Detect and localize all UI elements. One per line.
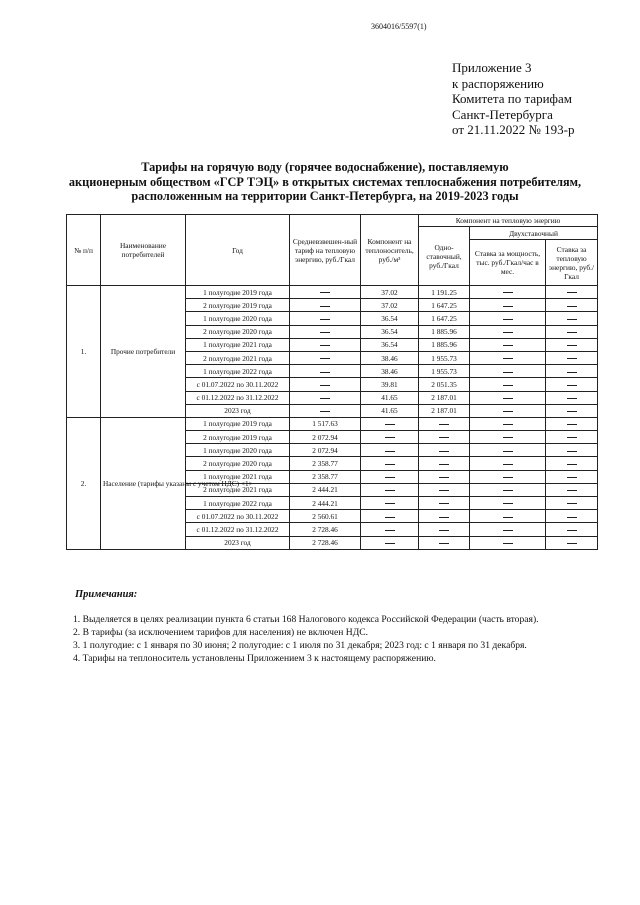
dash-mark: [567, 437, 577, 438]
avg-tariff-cell: 2 358.77: [290, 470, 361, 483]
dash-mark: [503, 517, 513, 518]
table-body: [67, 286, 598, 550]
avg-tariff-cell: 2 072.94: [290, 431, 361, 444]
period-cell: 2 полугодие 2021 года: [186, 351, 290, 364]
capacity-rate-cell: [470, 286, 546, 299]
dash-mark: [503, 345, 513, 346]
dash-mark: [567, 345, 577, 346]
avg-tariff-cell: [290, 286, 361, 299]
dash-mark: [439, 517, 449, 518]
single-rate-cell: [419, 470, 470, 483]
dash-mark: [320, 385, 330, 386]
dash-mark: [439, 530, 449, 531]
dash-mark: [503, 319, 513, 320]
dash-mark: [320, 372, 330, 373]
capacity-rate-cell: [470, 299, 546, 312]
dash-mark: [567, 464, 577, 465]
carrier-cell: [361, 523, 419, 536]
period-cell: 2023 год: [186, 404, 290, 417]
dash-mark: [503, 424, 513, 425]
dash-mark: [567, 332, 577, 333]
energy-rate-cell: [546, 391, 598, 404]
capacity-rate-cell: [470, 351, 546, 364]
dash-mark: [385, 451, 395, 452]
single-rate-cell: [419, 444, 470, 457]
single-rate-cell: 2 187.01: [419, 391, 470, 404]
capacity-rate-cell: [470, 523, 546, 536]
dash-mark: [320, 306, 330, 307]
period-cell: с 01.07.2022 по 30.11.2022: [186, 378, 290, 391]
avg-tariff-cell: 2 444.21: [290, 483, 361, 496]
carrier-cell: 36.54: [361, 312, 419, 325]
period-cell: 2023 год: [186, 536, 290, 549]
capacity-rate-cell: [470, 365, 546, 378]
capacity-rate-cell: [470, 483, 546, 496]
dash-mark: [503, 385, 513, 386]
appendix-block: [452, 60, 575, 138]
dash-mark: [503, 503, 513, 504]
dash-mark: [567, 543, 577, 544]
period-cell: 2 полугодие 2020 года: [186, 457, 290, 470]
capacity-rate-cell: [470, 510, 546, 523]
avg-tariff-cell: 2 728.46: [290, 523, 361, 536]
energy-rate-cell: [546, 338, 598, 351]
dash-mark: [439, 437, 449, 438]
dash-mark: [503, 372, 513, 373]
row-number: 2.: [67, 417, 101, 549]
energy-rate-cell: [546, 286, 598, 299]
energy-rate-cell: [546, 536, 598, 549]
carrier-cell: [361, 483, 419, 496]
period-cell: 1 полугодие 2020 года: [186, 444, 290, 457]
document-number: 3604016/5597(1): [371, 22, 427, 31]
single-rate-cell: 1 885.96: [419, 338, 470, 351]
single-rate-cell: 1 647.25: [419, 299, 470, 312]
single-rate-cell: [419, 510, 470, 523]
avg-tariff-cell: [290, 378, 361, 391]
dash-mark: [567, 292, 577, 293]
dash-mark: [503, 358, 513, 359]
dash-mark: [320, 332, 330, 333]
dash-mark: [320, 319, 330, 320]
avg-tariff-cell: 1 517.63: [290, 417, 361, 430]
avg-tariff-cell: 2 358.77: [290, 457, 361, 470]
capacity-rate-cell: [470, 338, 546, 351]
header-two-rate: Двухставочный: [470, 227, 598, 240]
dash-mark: [567, 503, 577, 504]
note-item: 4. Тарифы на теплоноситель установлены Приложением 3 к настоящему распоряжению.: [73, 653, 436, 664]
single-rate-cell: [419, 497, 470, 510]
period-cell: 2 полугодие 2021 года: [186, 483, 290, 496]
energy-rate-cell: [546, 404, 598, 417]
title-line: акционерным обществом «ГСР ТЭЦ» в открытых системах теплоснабжения потребителям,: [68, 174, 582, 189]
note-item: 3. 1 полугодие: с 1 января по 30 июня; 2 полугодие: с 1 июля по 31 декабря; 2023 год: с 1 января по 31 декабря.: [73, 640, 527, 651]
energy-rate-cell: [546, 299, 598, 312]
capacity-rate-cell: [470, 312, 546, 325]
carrier-cell: [361, 470, 419, 483]
dash-mark: [503, 464, 513, 465]
energy-rate-cell: [546, 483, 598, 496]
dash-mark: [385, 490, 395, 491]
table-header: [67, 215, 598, 286]
appendix-line: Приложение 3: [452, 60, 532, 75]
dash-mark: [503, 477, 513, 478]
avg-tariff-cell: [290, 391, 361, 404]
dash-mark: [503, 437, 513, 438]
dash-mark: [385, 530, 395, 531]
period-cell: 1 полугодие 2020 года: [186, 312, 290, 325]
energy-rate-cell: [546, 470, 598, 483]
period-cell: 1 полугодие 2022 года: [186, 497, 290, 510]
header-avg-tariff: Средневзвешен-ный тариф на тепловую энергию, руб./Гкал: [290, 215, 361, 286]
carrier-cell: 41.65: [361, 404, 419, 417]
table-row: [67, 417, 598, 430]
dash-mark: [567, 319, 577, 320]
single-rate-cell: 1 955.73: [419, 351, 470, 364]
dash-mark: [385, 477, 395, 478]
dash-mark: [567, 306, 577, 307]
carrier-cell: [361, 510, 419, 523]
appendix-line: к распоряжению: [452, 75, 544, 91]
notes-list: [73, 613, 539, 665]
title-line: расположенным на территории Санкт-Петербурга, на 2019-2023 годы: [131, 189, 519, 203]
dash-mark: [503, 306, 513, 307]
avg-tariff-cell: 2 444.21: [290, 497, 361, 510]
dash-mark: [567, 358, 577, 359]
capacity-rate-cell: [470, 391, 546, 404]
period-cell: 1 полугодие 2019 года: [186, 417, 290, 430]
period-cell: с 01.12.2022 по 31.12.2022: [186, 523, 290, 536]
tariff-table: [66, 214, 598, 550]
consumer-name: Прочие потребители: [101, 286, 186, 418]
dash-mark: [503, 398, 513, 399]
dash-mark: [385, 517, 395, 518]
dash-mark: [439, 464, 449, 465]
dash-mark: [567, 411, 577, 412]
single-rate-cell: 1 955.73: [419, 365, 470, 378]
carrier-cell: 41.65: [361, 391, 419, 404]
single-rate-cell: [419, 457, 470, 470]
dash-mark: [439, 424, 449, 425]
title-line: Тарифы на горячую воду (горячее водоснабжение), поставляемую: [141, 160, 509, 174]
capacity-rate-cell: [470, 417, 546, 430]
energy-rate-cell: [546, 523, 598, 536]
avg-tariff-cell: [290, 351, 361, 364]
carrier-cell: [361, 497, 419, 510]
dash-mark: [503, 530, 513, 531]
avg-tariff-cell: 2 560.61: [290, 510, 361, 523]
dash-mark: [320, 345, 330, 346]
dash-mark: [385, 503, 395, 504]
capacity-rate-cell: [470, 536, 546, 549]
single-rate-cell: [419, 523, 470, 536]
appendix-line: от 21.11.2022 № 193-р: [452, 122, 575, 137]
notes-title: Примечания:: [75, 589, 138, 600]
single-rate-cell: 1 191.25: [419, 286, 470, 299]
period-cell: 2 полугодие 2019 года: [186, 431, 290, 444]
dash-mark: [567, 517, 577, 518]
header-consumer: Наименование потребителей: [101, 215, 186, 286]
dash-mark: [567, 451, 577, 452]
capacity-rate-cell: [470, 431, 546, 444]
carrier-cell: [361, 457, 419, 470]
energy-rate-cell: [546, 497, 598, 510]
header-year: Год: [186, 215, 290, 286]
carrier-cell: [361, 444, 419, 457]
capacity-rate-cell: [470, 325, 546, 338]
period-cell: 2 полугодие 2019 года: [186, 299, 290, 312]
dash-mark: [439, 490, 449, 491]
period-cell: 1 полугодие 2019 года: [186, 286, 290, 299]
energy-rate-cell: [546, 431, 598, 444]
energy-rate-cell: [546, 378, 598, 391]
carrier-cell: [361, 431, 419, 444]
single-rate-cell: [419, 417, 470, 430]
dash-mark: [503, 332, 513, 333]
carrier-cell: 38.46: [361, 351, 419, 364]
carrier-cell: 38.46: [361, 365, 419, 378]
avg-tariff-cell: [290, 325, 361, 338]
header-single-rate: Одно-ставочный, руб./Гкал: [419, 227, 470, 286]
single-rate-cell: 2 051.35: [419, 378, 470, 391]
carrier-cell: [361, 417, 419, 430]
energy-rate-cell: [546, 325, 598, 338]
capacity-rate-cell: [470, 444, 546, 457]
period-cell: 1 полугодие 2021 года: [186, 470, 290, 483]
header-energy-component: Компонент на тепловую энергию: [419, 215, 598, 227]
dash-mark: [567, 477, 577, 478]
dash-mark: [567, 424, 577, 425]
period-cell: 2 полугодие 2020 года: [186, 325, 290, 338]
dash-mark: [439, 477, 449, 478]
single-rate-cell: 1 885.96: [419, 325, 470, 338]
avg-tariff-cell: [290, 299, 361, 312]
header-num: № п/п: [67, 215, 101, 286]
dash-mark: [567, 372, 577, 373]
carrier-cell: [361, 536, 419, 549]
capacity-rate-cell: [470, 470, 546, 483]
consumer-name: Население (тарифы указаны с учетом НДС) <1>: [101, 417, 186, 549]
dash-mark: [320, 411, 330, 412]
energy-rate-cell: [546, 417, 598, 430]
capacity-rate-cell: [470, 497, 546, 510]
avg-tariff-cell: [290, 338, 361, 351]
note-item: 2. В тарифы (за исключением тарифов для населения) не включен НДС.: [73, 627, 369, 638]
single-rate-cell: [419, 431, 470, 444]
dash-mark: [567, 490, 577, 491]
table-row: [67, 286, 598, 299]
document-title: [40, 160, 610, 204]
energy-rate-cell: [546, 510, 598, 523]
appendix-line: Комитета по тарифам: [452, 91, 572, 106]
energy-rate-cell: [546, 365, 598, 378]
dash-mark: [439, 543, 449, 544]
dash-mark: [503, 543, 513, 544]
single-rate-cell: 2 187.01: [419, 404, 470, 417]
appendix-line: Санкт-Петербурга: [452, 106, 553, 122]
avg-tariff-cell: [290, 404, 361, 417]
energy-rate-cell: [546, 444, 598, 457]
dash-mark: [385, 424, 395, 425]
header-capacity-rate: Ставка за мощность, тыс. руб./Гкал/час в мес.: [470, 240, 546, 286]
dash-mark: [439, 503, 449, 504]
avg-tariff-cell: [290, 312, 361, 325]
dash-mark: [567, 398, 577, 399]
dash-mark: [503, 490, 513, 491]
carrier-cell: 39.81: [361, 378, 419, 391]
capacity-rate-cell: [470, 457, 546, 470]
dash-mark: [439, 451, 449, 452]
dash-mark: [320, 398, 330, 399]
dash-mark: [503, 451, 513, 452]
carrier-cell: 37.02: [361, 286, 419, 299]
carrier-cell: 36.54: [361, 338, 419, 351]
avg-tariff-cell: [290, 365, 361, 378]
note-item: 1. Выделяется в целях реализации пункта 6 статьи 168 Налогового кодекса Российской Федерации (часть вторая).: [73, 614, 539, 625]
dash-mark: [320, 358, 330, 359]
dash-mark: [385, 464, 395, 465]
dash-mark: [567, 385, 577, 386]
dash-mark: [567, 530, 577, 531]
capacity-rate-cell: [470, 378, 546, 391]
energy-rate-cell: [546, 457, 598, 470]
single-rate-cell: 1 647.25: [419, 312, 470, 325]
single-rate-cell: [419, 536, 470, 549]
dash-mark: [320, 292, 330, 293]
period-cell: 1 полугодие 2022 года: [186, 365, 290, 378]
avg-tariff-cell: 2 728.46: [290, 536, 361, 549]
dash-mark: [503, 411, 513, 412]
avg-tariff-cell: 2 072.94: [290, 444, 361, 457]
dash-mark: [503, 292, 513, 293]
carrier-cell: 37.02: [361, 299, 419, 312]
period-cell: с 01.12.2022 по 31.12.2022: [186, 391, 290, 404]
header-energy-rate: Ставка за тепловую энергию, руб./Гкал: [546, 240, 598, 286]
period-cell: с 01.07.2022 по 30.11.2022: [186, 510, 290, 523]
row-number: 1.: [67, 286, 101, 418]
period-cell: 1 полугодие 2021 года: [186, 338, 290, 351]
dash-mark: [385, 437, 395, 438]
carrier-cell: 36.54: [361, 325, 419, 338]
energy-rate-cell: [546, 312, 598, 325]
header-carrier-component: Компонент на теплоноситель, руб./м³: [361, 215, 419, 286]
dash-mark: [385, 543, 395, 544]
energy-rate-cell: [546, 351, 598, 364]
single-rate-cell: [419, 483, 470, 496]
capacity-rate-cell: [470, 404, 546, 417]
